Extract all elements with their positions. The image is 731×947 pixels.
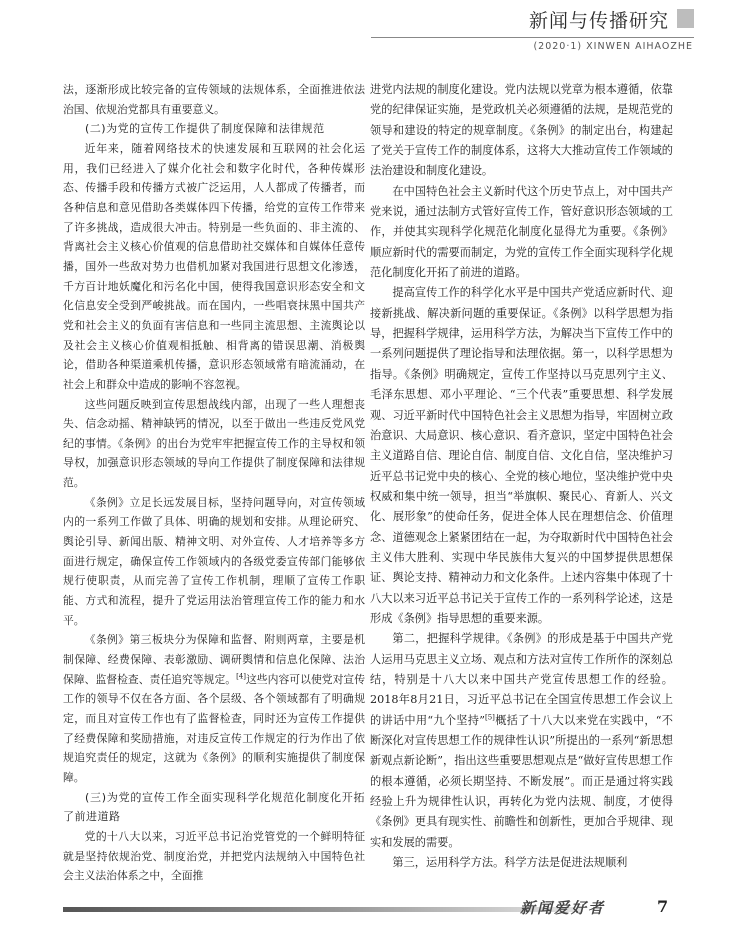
paragraph-text: 第三，运用科学方法。科学方法是促进法规顺利 <box>392 856 628 870</box>
paragraph-text: (二)为党的宣传工作提供了制度保障和法律规范 <box>85 122 325 136</box>
right-column <box>370 80 673 873</box>
paragraph <box>370 853 673 873</box>
paragraph <box>63 395 365 493</box>
footnote-marker: [4] <box>236 672 247 681</box>
paragraph <box>370 182 673 284</box>
header-rule <box>371 37 694 38</box>
paragraph-text: 在中国特色社会主义新时代这个历史节点上，对中国共产党来说，通过法制方式管好宣传工作，管好意识形态领域的工作，并使其实现科学化规范化制度化显得尤为重要。《条例》顺应新时代的需要而制定，为党的宣传工作全面实现科学化规范化制度化开拓了前进的道路。 <box>370 184 673 280</box>
section-heading <box>63 788 365 827</box>
paragraph-text: 第二，把握科学规律。《条例》的形成是基于中国共产党人运用马克思主义立场、观点和方法对宣传工作所作的深刻总结，特别是十八大以来中国共产党宣传思想工作的经验。2018年8月21日，习近平总书记在全国宣传思想工作会议上的讲话中用“九个坚持” <box>370 632 673 727</box>
paragraph <box>63 493 365 631</box>
page-header <box>0 0 731 62</box>
paragraph-text: 这些问题反映到宣传思想战线内部，出现了一些人理想丧失、信念动摇、精神缺钙的情况，以至于做出一些违反党风党纪的事情。《条例》的出台为党牢牢把握宣传工作的主导权和领导权，加强意识形态领域的导向工作提供了制度保障和法律规范。 <box>63 397 365 490</box>
paragraph <box>63 139 365 395</box>
paragraph-text: 《条例》立足长远发展目标，坚持问题导向，对宣传领域内的一系列工作做了具体、明确的规划和安排。从理论研究、舆论引导、新闻出版、精神文明、对外宣传、人才培养等多方面进行规定，确保宣传工作领域内的各级党委宣传部门能够依规行使职责，从而完善了宣传工作机制，理顺了宣传工作职能、方式和流程，提升了党运用法治管理宣传工作的能力和水平。 <box>63 495 365 627</box>
footnote-marker: [5] <box>484 712 495 721</box>
issue-line: (2020·1) XINWEN AIHAOZHE <box>533 41 693 52</box>
paragraph-text: 法，逐渐形成比较完备的宣传领域的法规体系，全面推进依法治国、依规治党都具有重要意义。 <box>63 83 365 116</box>
journal-title: 新闻与传播研究 <box>528 10 669 32</box>
paragraph-text: 党的十八大以来，习近平总书记治党管党的一个鲜明特征就是坚持依规治党、制度治党，并把党内法规纳入中国特色社会主义法治体系之中，全面推 <box>63 829 365 883</box>
paragraph-text: 提高宣传工作的科学化水平是中国共产党适应新时代、迎接新挑战、解决新问题的重要保证。《条例》以科学思想为指导，把握科学规律，运用科学方法，为解决当下宣传工作中的一系列问题提供了理论指导和法理依据。第一，以科学思想为指导。《条例》明确规定，宣传工作坚持以马克思列宁主义、毛泽东思想、邓小平理论、“三个代表”重要思想、科学发展观、习近平新时代中国特色社会主义思想为指导，牢固树立政治意识、大局意识、核心意识、看齐意识，坚定中国特色社会主义道路自信、理论自信、制度自信、文化自信，坚决维护习近平总书记党中央的核心、全党的核心地位，坚决维护党中央权威和集中统一领导，担当“举旗帜、聚民心、育新人、兴文化、展形象”的使命任务，促进全体人民在理想信念、价值理念、道德观念上紧紧团结在一起，为夺取新时代中国特色社会主义伟大胜利、实现中华民族伟大复兴的中国梦提供思想保证、舆论支持、精神动力和文化条件。上述内容集中体现了十八大以来习近平总书记关于宣传工作的一系列科学论述，这是形成《条例》指导思想的重要来源。 <box>370 286 673 625</box>
footer-bar <box>63 907 583 912</box>
paragraph-text: 这些内容可以使党对宣传工作的领导不仅在各方面、各个层级、各个领域都有了明确规定，而且对宣传工作也有了监督检查，同时还为宣传工作提供了经费保障和奖励措施，对违反宣传工作规定的行为作出了依规追究责任的规定，这就为《条例》的顺利实施提供了制度保障。 <box>63 672 366 784</box>
paragraph-text: 近年来，随着网络技术的快速发展和互联网的社会化运用，我们已经进入了媒介化社会和数字化时代，各种传媒形态、传播手段和传播方式被广泛运用，人人都成了传播者，而各种信息和意见借助各类媒体四下传播，给党的宣传工作带来了许多挑战，造成很大冲击。特别是一些负面的、非主流的、背离社会主义核心价值观的信息借助社交媒体和自媒体任意传播，国外一些敌对势力也借机加紧对我国进行思想文化渗透，千方百计地妖魔化和污名化中国，使得我国意识形态安全和文化信息安全受到严峻挑战。而在国内，一些唱衰抹黑中国共产党和社会主义的负面有害信息和一些同主流思想、主流舆论以及社会主义核心价值观相抵触、相背离的错误思潮、消极舆论，借助各种渠道乘机传播，意识形态领域常有暗流涌动，在社会上和群众中造成的影响不容忽视。 <box>63 141 365 391</box>
paragraph <box>370 283 673 629</box>
paragraph <box>63 80 365 119</box>
left-column <box>63 80 365 886</box>
paragraph <box>370 80 673 182</box>
paragraph <box>63 827 365 886</box>
paragraph-text: 进党内法规的制度化建设。党内法规以党章为根本遵循，依靠党的纪律保证实施，是党政机关必须遵循的法规，是规范党的领导和建设的特定的规章制度。《条例》的制定出台，构建起了党关于宣传工作的制度体系，这将大大推动宣传工作领域的法治建设和制度化建设。 <box>370 83 673 178</box>
section-heading <box>63 119 365 139</box>
header-decor-square <box>677 9 694 28</box>
page-number: 7 <box>657 897 669 916</box>
paragraph <box>63 630 365 787</box>
paragraph-text: 概括了十八大以来党在实践中，“不断深化对宣传思想工作的规律性认识”所提出的一系列“新思想新观点新论断”，指出这些重要思想观点是“做好宣传思想工作的根本遵循，必须长期坚持、不断发展”。而正是通过将实践经验上升为规律性认识，再转化为党内法规、制度，才使得《条例》更具有现实性、前瞻性和创新性，更加合乎规律、现实和发展的需要。 <box>370 713 673 849</box>
paragraph-text: (三)为党的宣传工作全面实现科学化规范化制度化开拓了前进道路 <box>63 790 365 824</box>
paragraph-text: 《条例》第三板块分为保障和监督、附则两章，主要是机制保障、经费保障、表彰激励、调研舆情和信息化保障、法治保障、监督检查、责任追究等规定。 <box>63 633 365 686</box>
footer-brand: 新闻爱好者 <box>520 899 606 917</box>
paragraph <box>370 629 673 853</box>
